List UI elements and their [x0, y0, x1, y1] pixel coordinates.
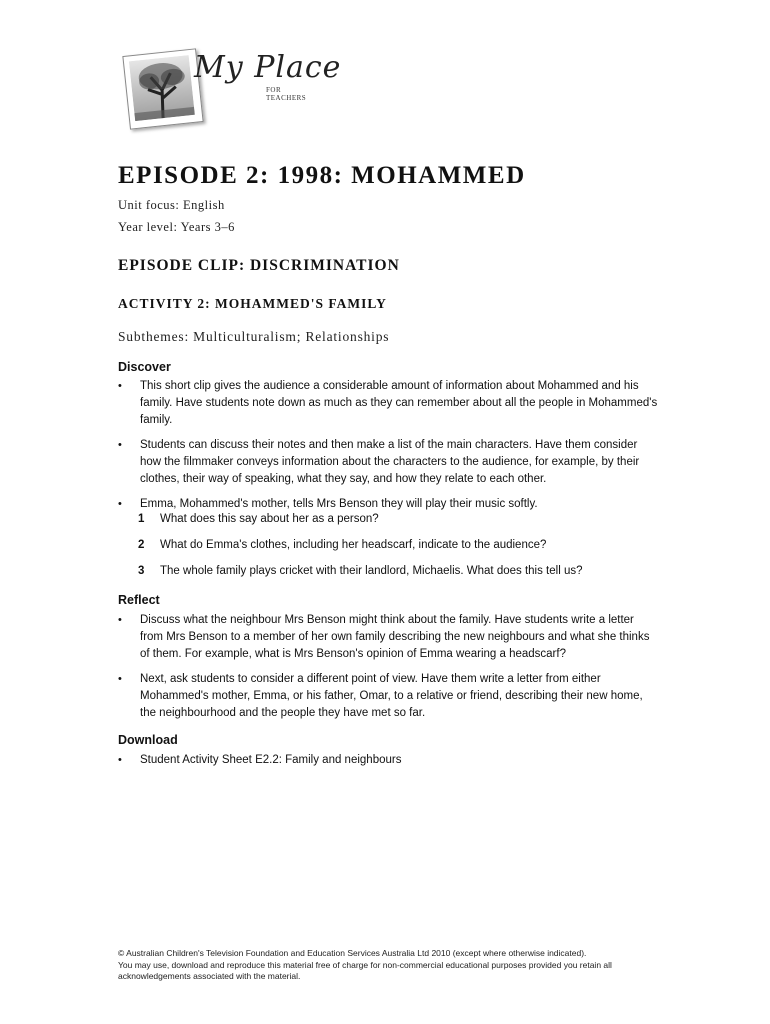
- list-item: [118, 671, 658, 722]
- my-place-logo: [120, 40, 342, 140]
- discover-heading: Discover: [118, 360, 171, 374]
- bullet-icon: •: [118, 380, 122, 392]
- question-number: 1: [138, 513, 145, 525]
- question-item: [138, 511, 638, 537]
- question-text: The whole family plays cricket with their landlord, Michaelis. What does this tell us?: [160, 565, 583, 577]
- reflect-bullet-2: Next, ask students to consider a different point of view. Have them write a letter from either Mohammed's mother, Emma, or his father, Omar, to a relative or friend, describing their new home, the neighbourhood and the people they have met so far.: [140, 673, 643, 719]
- question-number: 3: [138, 565, 145, 577]
- discover-bullet-3: Emma, Mohammed's mother, tells Mrs Benson they will play their music softly.: [140, 498, 538, 510]
- episode-clip-heading: EPISODE CLIP: DISCRIMINATION: [118, 257, 400, 274]
- logo-brand-text: My Place: [194, 50, 342, 85]
- question-item: [138, 537, 638, 563]
- bullet-icon: •: [118, 498, 122, 510]
- reflect-bullet-1: Discuss what the neighbour Mrs Benson might think about the family. Have students write a letter from Mrs Benson to a member of her own family describing the new neighbours and what she thinks of them. For example, what is Mrs Benson's opinion of Emma wearing a headscarf?: [140, 614, 650, 660]
- question-text: What does this say about her as a person?: [160, 513, 379, 525]
- year-level: Year level: Years 3–6: [118, 220, 235, 234]
- discover-bullet-1: This short clip gives the audience a considerable amount of information about Mohammed and his family. Have students note down as much as they can remember about all the people in Mohammed's family.: [140, 380, 658, 426]
- question-number: 2: [138, 539, 145, 551]
- reflect-heading: Reflect: [118, 593, 160, 607]
- question-text: What do Emma's clothes, including her headscarf, indicate to the audience?: [160, 539, 547, 551]
- list-item[interactable]: [118, 752, 658, 769]
- logo-photo-tree-image: [122, 48, 203, 129]
- download-list: [118, 752, 658, 777]
- download-link[interactable]: Student Activity Sheet E2.2: Family and neighbours: [140, 754, 402, 766]
- bullet-icon: •: [118, 614, 122, 626]
- discover-questions: [138, 511, 638, 589]
- episode-title: EPISODE 2: 1998: MOHAMMED: [118, 162, 526, 189]
- bullet-icon: •: [118, 754, 122, 766]
- list-item: [118, 378, 658, 429]
- list-item: [118, 437, 658, 488]
- reflect-list: [118, 612, 658, 730]
- copyright-footer: [118, 948, 658, 983]
- activity-heading: ACTIVITY 2: MOHAMMED'S FAMILY: [118, 296, 387, 311]
- discover-list: [118, 378, 658, 521]
- footer-line-1: © Australian Children's Television Foundation and Education Services Australia Ltd 2010 (except where otherwise indicated).: [118, 948, 587, 958]
- footer-line-2: You may use, download and reproduce this material free of charge for non-commercial educational purposes provided you retain all acknowledgements associated with the material.: [118, 959, 612, 981]
- discover-bullet-2: Students can discuss their notes and then make a list of the main characters. Have them consider how the filmmaker conveys information about the characters to the audience, for example, by their clothes, their way of speaking, what they say, and how they relate to each other.: [140, 439, 640, 485]
- question-item: [138, 563, 638, 589]
- subthemes: Subthemes: Multiculturalism; Relationships: [118, 329, 390, 344]
- bullet-icon: •: [118, 673, 122, 685]
- logo-subtitle: FOR TEACHERS: [266, 86, 307, 102]
- unit-focus: Unit focus: English: [118, 198, 225, 212]
- download-heading: Download: [118, 733, 178, 747]
- list-item: [118, 612, 658, 663]
- bullet-icon: •: [118, 439, 122, 451]
